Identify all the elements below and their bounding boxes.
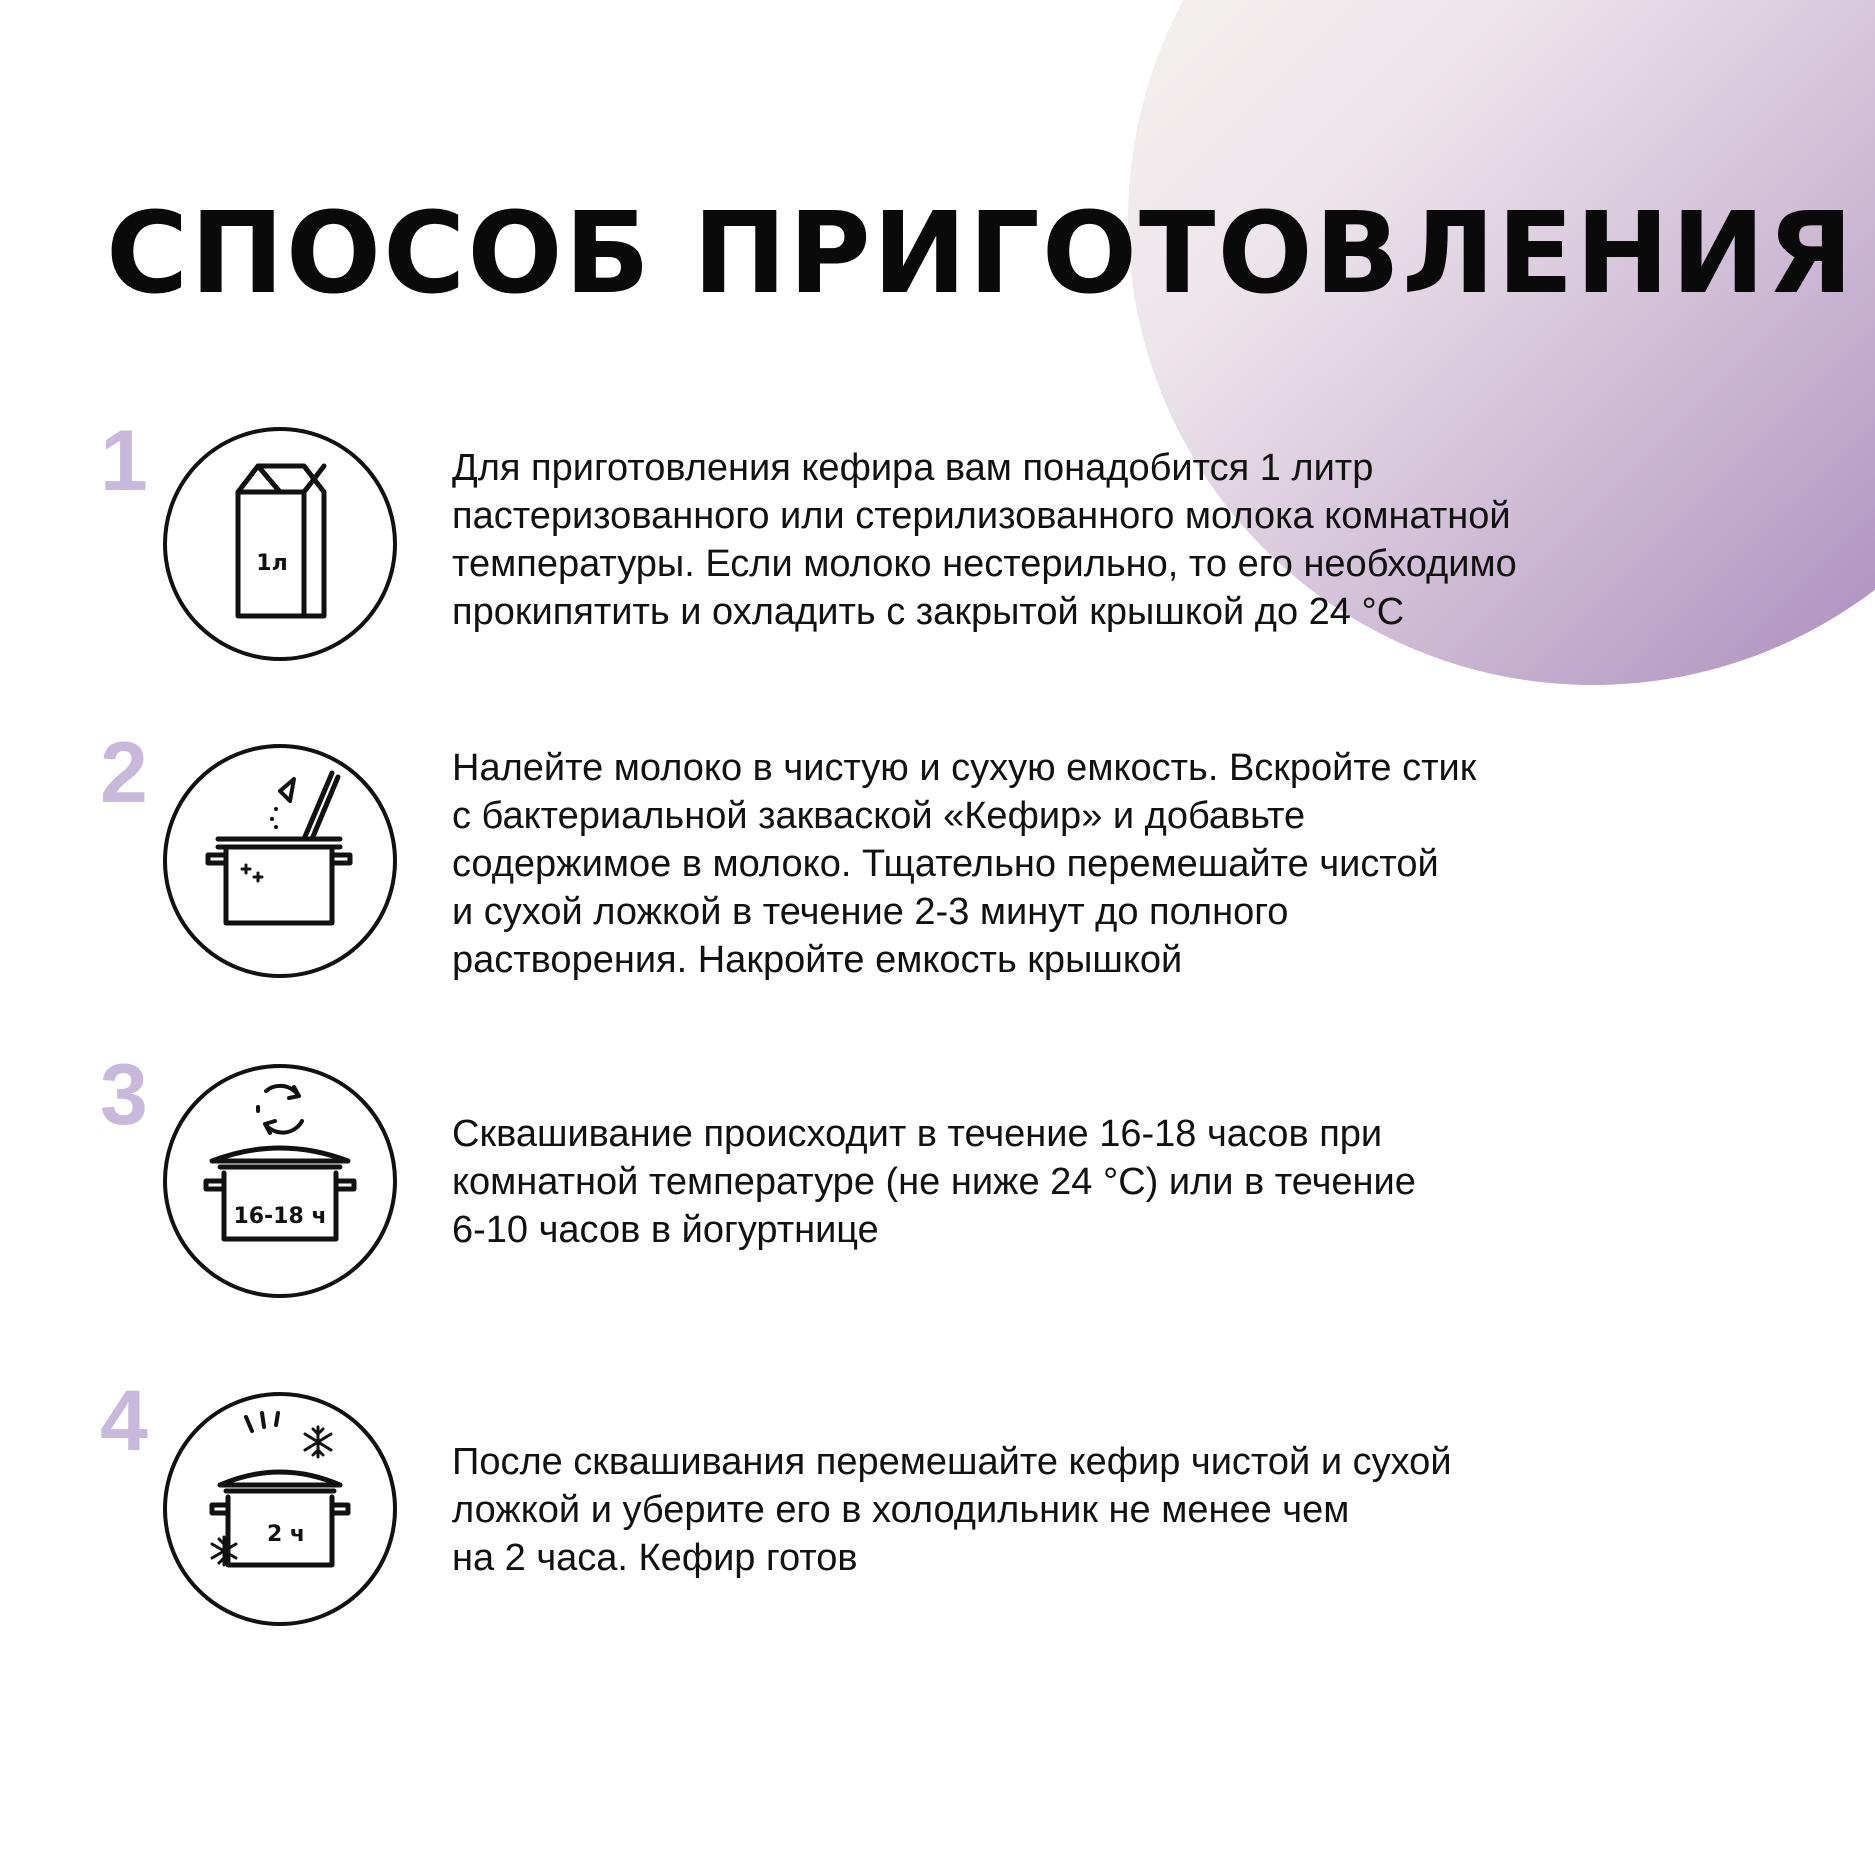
snowflake-icon (212, 1537, 236, 1565)
pot-time-label: 2 ч (266, 1522, 306, 1547)
step-description: Налейте молоко в чистую и сухую емкость. Вскройте стик с бактериальной закваской «Кефир» и добавьте содержимое в молоко. Тщательно перемешайте чистой и сухой ложкой в течение 2-3 минут до полного растворения. Накройте емкость крышкой (452, 747, 1477, 981)
step-description: После сквашивания перемешайте кефир чистой и сухой ложкой и уберите его в холодильник не менее чем на 2 часа. Кефир готов (452, 1441, 1452, 1579)
page-title: СПОСОБ ПРИГОТОВЛЕНИЯ (106, 189, 1856, 319)
step-number: 2 (100, 725, 148, 821)
carton-volume-label: 1л (256, 551, 288, 576)
pot-ferment-icon (162, 1063, 398, 1299)
pot-time-label: 16-18 ч (233, 1204, 327, 1229)
step-description: Сквашивание происходит в течение 16-18 часов при комнатной температуре (не ниже 24 °C) или в течение 6-10 часов в йогуртнице (452, 1113, 1416, 1251)
step-description: Для приготовления кефира вам понадобится 1 литр пастеризованного или стерилизованного молока комнатной температуры. Если молоко нестерильно, то его необходимо прокипятить и охладить с закрытой крышкой до 24 °C (452, 447, 1517, 633)
step-number: 1 (100, 413, 148, 509)
pot-stir-icon (162, 743, 398, 979)
step-number: 3 (100, 1047, 148, 1143)
pot-fridge-icon (162, 1391, 398, 1627)
step-number: 4 (100, 1373, 148, 1469)
milk-carton-icon (162, 426, 398, 662)
snowflake-icon (305, 1427, 331, 1457)
